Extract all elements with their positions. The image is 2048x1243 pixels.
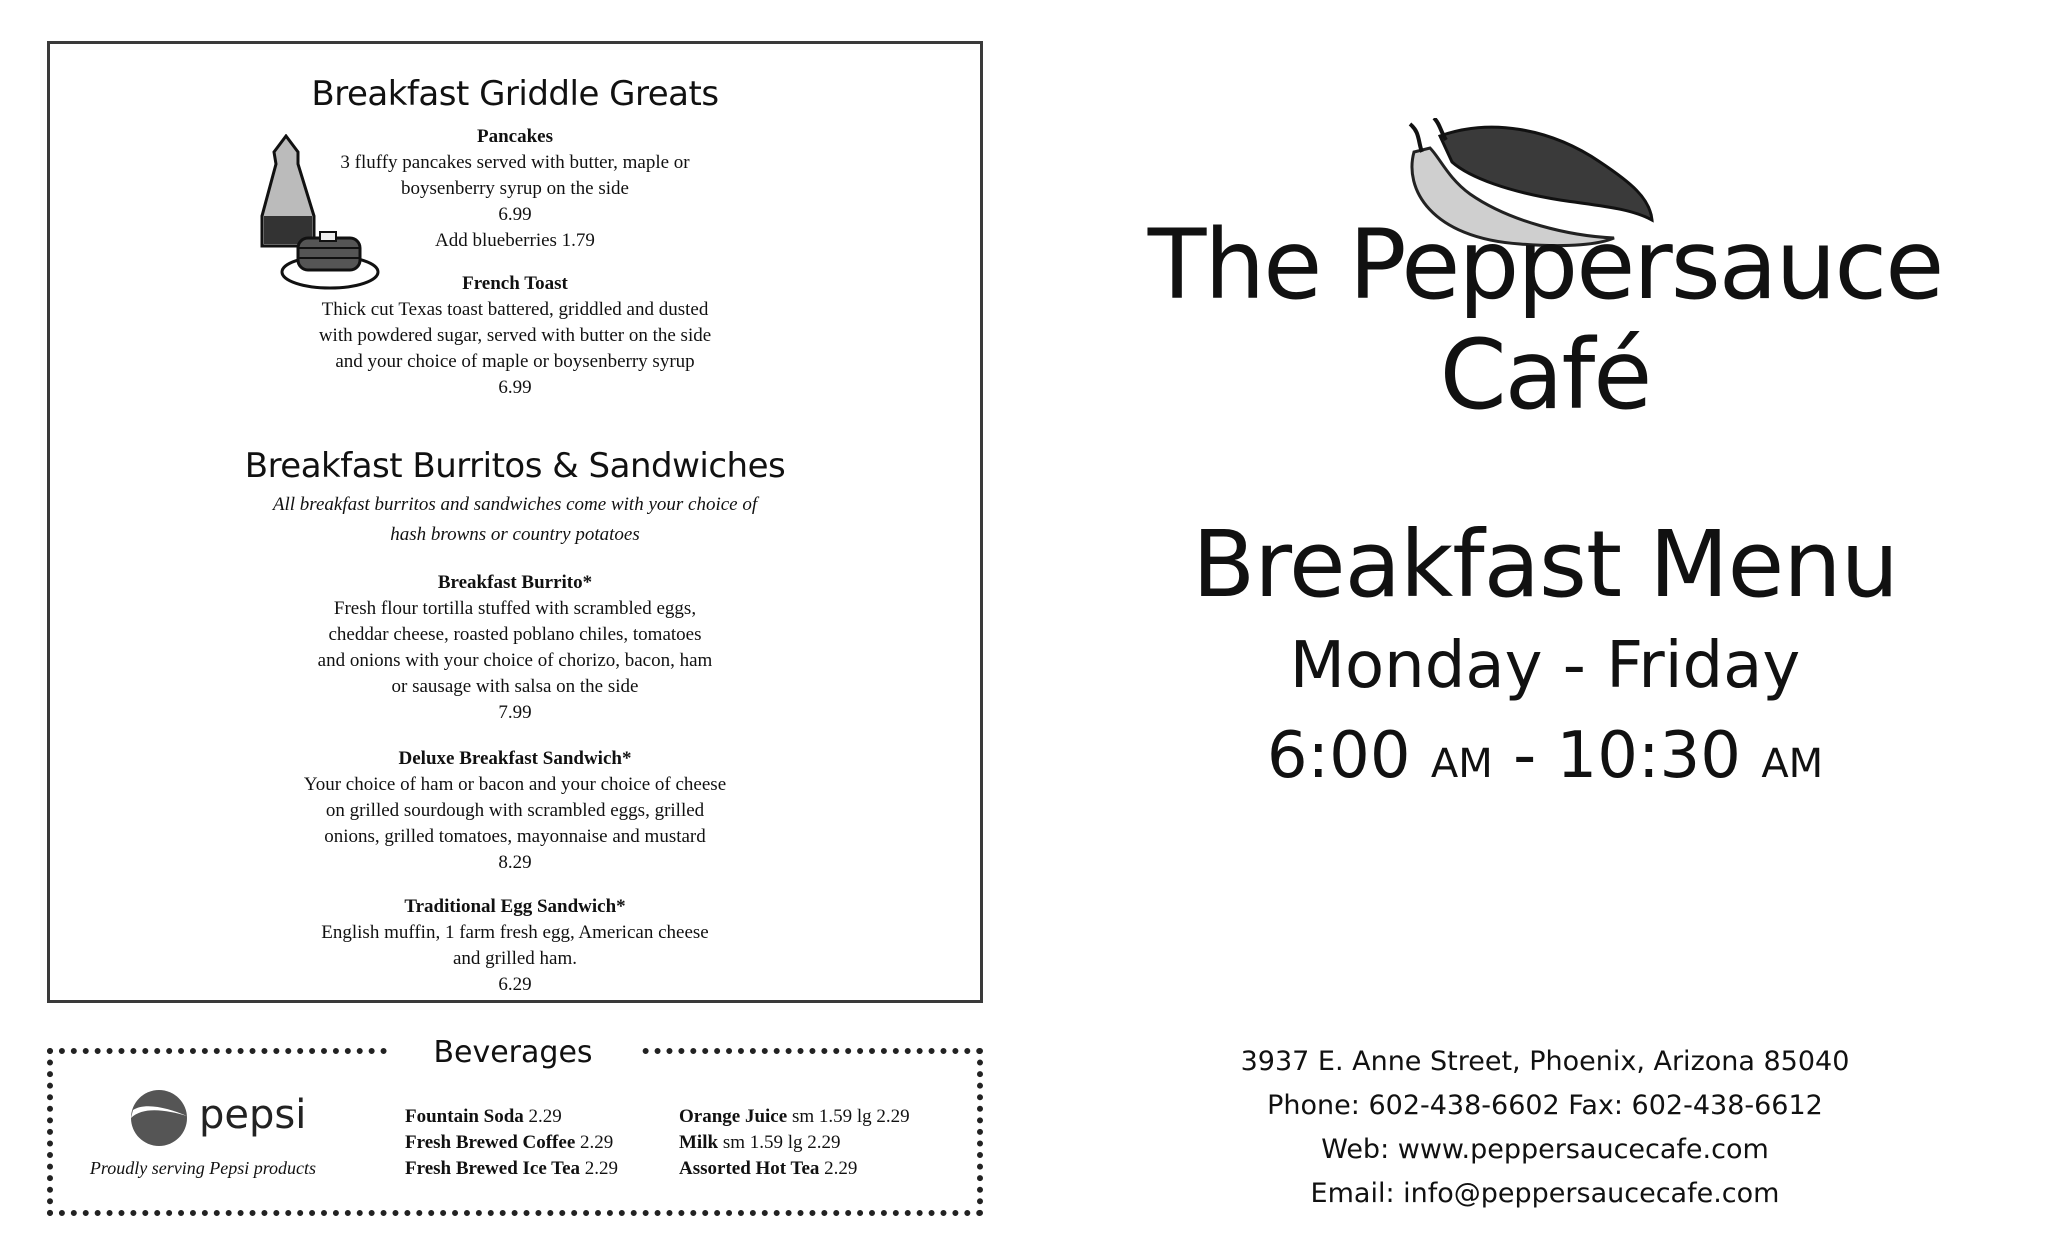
address: 3937 E. Anne Street, Phoenix, Arizona 85040 <box>1240 1046 1850 1077</box>
item-desc: boysenberry syrup on the side <box>401 178 629 199</box>
beverage-item: Fountain Soda 2.29 <box>405 1106 562 1127</box>
menu-item-french-toast <box>50 271 980 401</box>
pepsi-globe-icon <box>129 1088 189 1148</box>
item-name: Breakfast Burrito* <box>437 572 593 593</box>
pepsi-wordmark: pepsi <box>199 1092 307 1138</box>
item-name: Deluxe Breakfast Sandwich* <box>398 748 632 769</box>
item-desc: on grilled sourdough with scrambled eggs, grilled <box>325 800 705 821</box>
item-price: 6.99 <box>498 377 532 398</box>
item-desc: Thick cut Texas toast battered, griddled and dusted <box>321 299 709 320</box>
beverage-item: Fresh Brewed Ice Tea 2.29 <box>405 1158 619 1179</box>
item-price: 8.29 <box>498 852 532 873</box>
item-desc: with powdered sugar, served with butter on the side <box>318 325 712 346</box>
beverage-item: Orange Juice sm 1.59 lg 2.29 <box>679 1106 910 1127</box>
menu-panel <box>47 41 983 1003</box>
item-price: 7.99 <box>498 702 532 723</box>
beverages-panel <box>47 1035 983 1216</box>
item-desc: Fresh flour tortilla stuffed with scrambled eggs, <box>333 598 697 619</box>
burritos-intro <box>50 490 980 550</box>
intro-line: hash browns or country potatoes <box>390 524 640 545</box>
beverages-column-1 <box>405 1104 618 1182</box>
beverages-column-2 <box>679 1104 910 1182</box>
beverage-item: Fresh Brewed Coffee 2.29 <box>405 1132 614 1153</box>
item-desc: cheddar cheese, roasted poblano chiles, tomatoes <box>328 624 702 645</box>
item-desc: or sausage with salsa on the side <box>391 676 639 697</box>
beverage-item: Assorted Hot Tea 2.29 <box>679 1158 858 1179</box>
item-desc: and onions with your choice of chorizo, bacon, ham <box>317 650 713 671</box>
item-desc: Your choice of ham or bacon and your choice of cheese <box>303 774 727 795</box>
beverage-item: Milk sm 1.59 lg 2.29 <box>679 1132 841 1153</box>
item-name: Traditional Egg Sandwich* <box>404 896 626 917</box>
phone-fax: Phone: 602-438-6602 Fax: 602-438-6612 <box>1267 1090 1823 1121</box>
item-desc: and your choice of maple or boysenberry syrup <box>335 351 695 372</box>
menu-item-deluxe-sandwich <box>50 746 980 876</box>
item-addon: Add blueberries 1.79 <box>435 230 595 251</box>
contact-info <box>1080 1040 2010 1216</box>
cafe-name: The Peppersauce Café <box>1147 209 1943 431</box>
burritos-section-title: Breakfast Burritos & Sandwiches <box>244 446 786 486</box>
email-link[interactable]: Email: info@peppersaucecafe.com <box>1310 1178 1780 1209</box>
service-hours: 6:00 AM - 10:30 AM <box>1266 719 1824 793</box>
menu-item-pancakes <box>50 124 980 254</box>
menu-item-egg-sandwich <box>50 894 980 998</box>
item-desc: English muffin, 1 farm fresh egg, American cheese <box>321 922 709 943</box>
menu-item-breakfast-burrito <box>50 570 980 726</box>
item-desc: 3 fluffy pancakes served with butter, maple or <box>340 152 690 173</box>
item-desc: and grilled ham. <box>453 948 577 969</box>
pepsi-tagline: Proudly serving Pepsi products <box>89 1158 317 1178</box>
website-link[interactable]: Web: www.peppersaucecafe.com <box>1321 1134 1769 1165</box>
griddle-section-title: Breakfast Griddle Greats <box>311 74 719 114</box>
service-days: Monday - Friday <box>1289 629 1801 703</box>
breakfast-menu-title: Breakfast Menu <box>1192 511 1898 618</box>
item-desc: onions, grilled tomatoes, mayonnaise and mustard <box>324 826 706 847</box>
intro-line: All breakfast burritos and sandwiches come with your choice of <box>272 494 758 515</box>
item-name: Pancakes <box>477 126 553 147</box>
item-price: 6.99 <box>498 204 532 225</box>
item-name: French Toast <box>462 273 568 294</box>
beverages-title: Beverages <box>389 1034 637 1074</box>
item-price: 6.29 <box>498 974 532 995</box>
